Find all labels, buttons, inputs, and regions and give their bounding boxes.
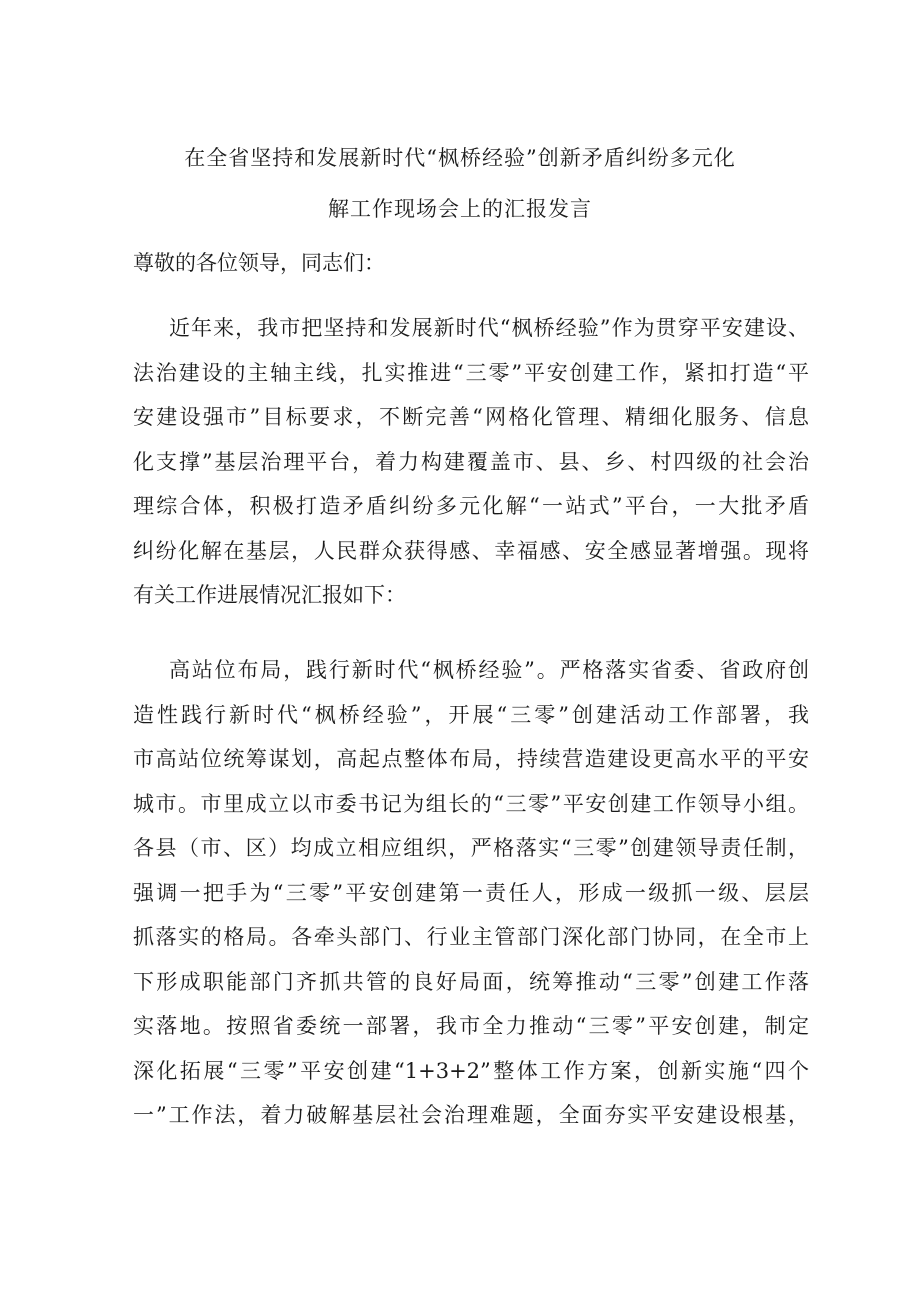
paragraph-line: 法治建设的主轴主线，扎实推进“三零”平安创建工作，紧扣打造“平 bbox=[133, 360, 809, 385]
paragraph-1 bbox=[133, 306, 809, 618]
paragraph-line: 高站位布局，践行新时代“枫桥经验”。严格落实省委、省政府创 bbox=[169, 658, 809, 682]
paragraph-line: 化支撑”基层治理平台，着力构建覆盖市、县、乡、村四级的社会治 bbox=[133, 449, 809, 474]
paragraph-line: 一”工作法，着力破解基层社会治理难题，全面夯实平安建设根基， bbox=[133, 1103, 809, 1127]
paragraph-line: 深化拓展“三零”平安创建“1+3+2”整体工作方案，创新实施“四个 bbox=[133, 1058, 809, 1083]
salutation: 尊敬的各位领导，同志们： bbox=[133, 251, 385, 275]
paragraph-line: 下形成职能部门齐抓共管的良好局面，统筹推动“三零”创建工作落 bbox=[133, 969, 809, 994]
paragraph-line: 有关工作进展情况汇报如下： bbox=[133, 583, 406, 607]
paragraph-2 bbox=[133, 648, 809, 1138]
paragraph-line: 近年来，我市把坚持和发展新时代“枫桥经验”作为贯穿平安建设、 bbox=[169, 316, 809, 340]
paragraph-line: 市高站位统筹谋划，高起点整体布局，持续营造建设更高水平的平安 bbox=[133, 747, 809, 771]
document-title-line-2: 解工作现场会上的汇报发言 bbox=[328, 197, 592, 221]
document-title-line-1: 在全省坚持和发展新时代“枫桥经验”创新矛盾纠纷多元化 bbox=[184, 146, 736, 170]
paragraph-line: 实落地。按照省委统一部署，我市全力推动“三零”平安创建，制定 bbox=[133, 1014, 809, 1038]
paragraph-line: 造性践行新时代“枫桥经验”，开展“三零”创建活动工作部署，我 bbox=[133, 702, 809, 727]
paragraph-line: 理综合体，积极打造矛盾纠纷多元化解“一站式”平台，一大批矛盾 bbox=[133, 494, 809, 518]
paragraph-line: 各县（市、区）均成立相应组织，严格落实“三零”创建领导责任制， bbox=[133, 836, 809, 860]
paragraph-line: 抓落实的格局。各牵头部门、行业主管部门深化部门协同，在全市上 bbox=[133, 925, 809, 949]
paragraph-line: 强调一把手为“三零”平安创建第一责任人，形成一级抓一级、层层 bbox=[133, 880, 809, 905]
paragraph-line: 城市。市里成立以市委书记为组长的“三零”平安创建工作领导小组。 bbox=[133, 791, 809, 816]
paragraph-line: 安建设强市”目标要求，不断完善“网格化管理、精细化服务、信息 bbox=[133, 405, 809, 429]
paragraph-line: 纠纷化解在基层，人民群众获得感、幸福感、安全感显著增强。现将 bbox=[133, 538, 809, 563]
